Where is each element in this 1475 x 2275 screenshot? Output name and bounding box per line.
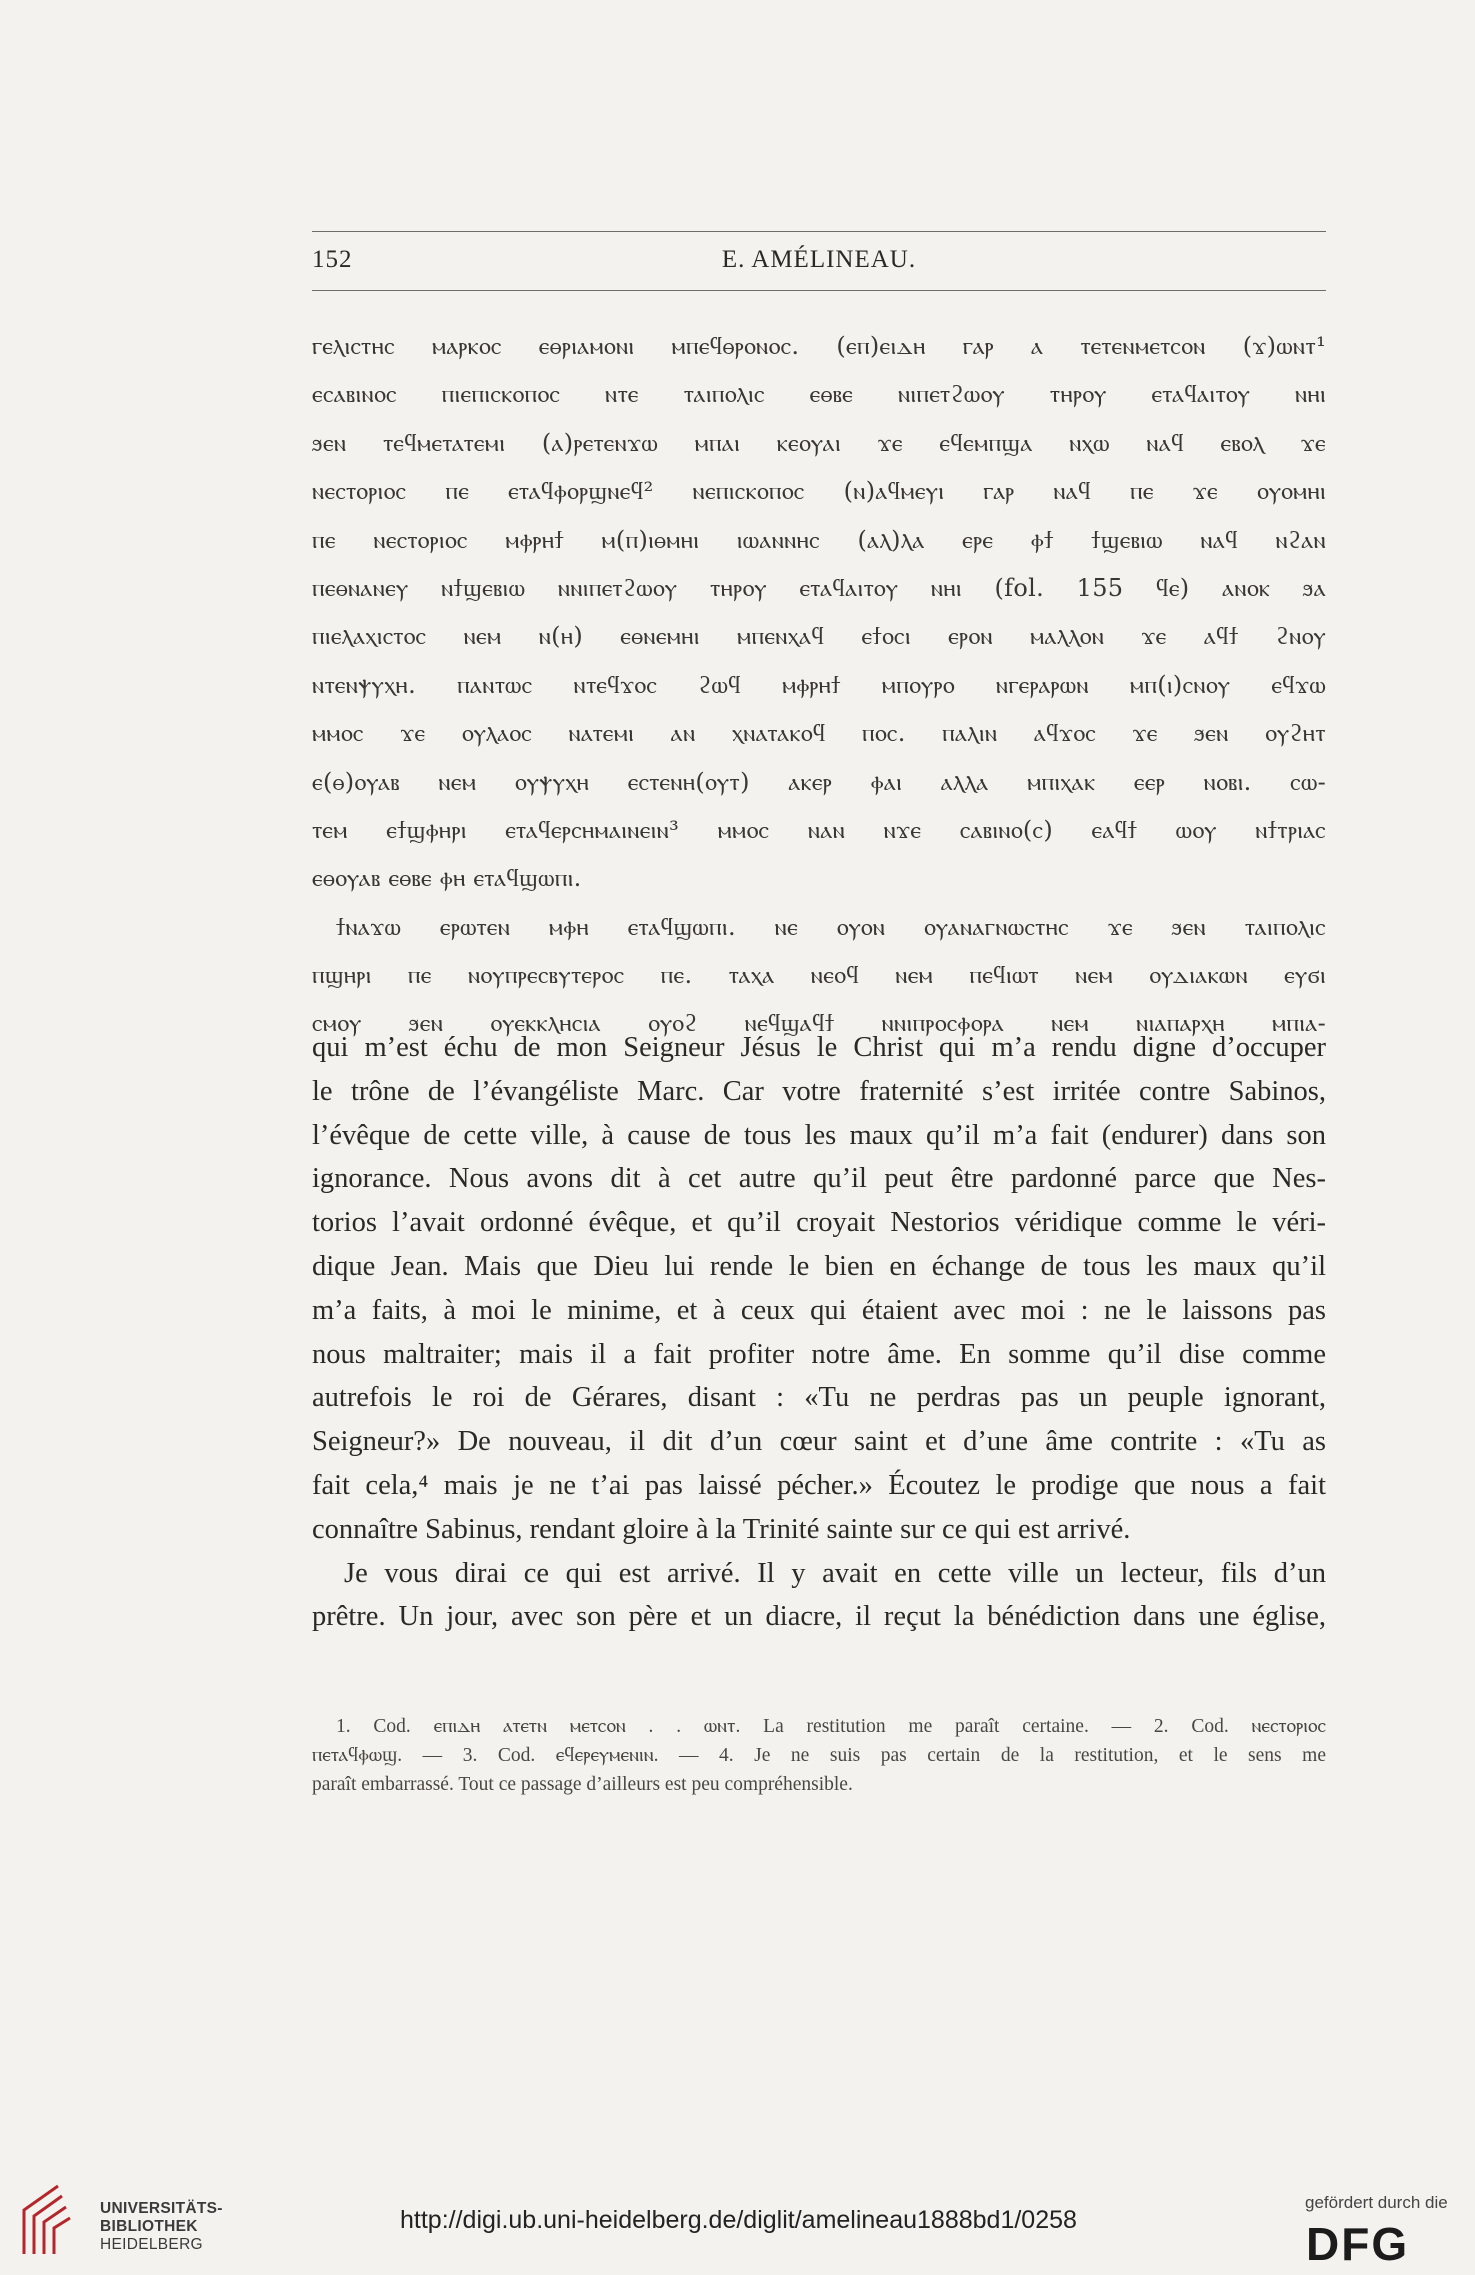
coptic-line: ⲡϣⲏⲣⲓ ⲡⲉ ⲛⲟⲩⲡⲣⲉⲥⲃⲩⲧⲉⲣⲟⲥ ⲡⲉ. ⲧⲁⲭⲁ ⲛⲉⲟϥ ⲛⲉⲙ ⲡⲉϥⲓⲱⲧ ⲛⲉⲙ ⲟⲩⲇⲓⲁⲕⲱⲛ ⲉⲩϭⲓ [312, 961, 1326, 990]
library-name [100, 2200, 223, 2254]
translation-line: autrefois le roi de Gérares, disant : «Tu ne perdras pas un peuple ignorant, [312, 1382, 1326, 1414]
funding-caption: gefördert durch die [1305, 2193, 1448, 2212]
footnote-line: ⲡⲉⲧⲁϥⲫⲱϣ. — 3. Cod. ⲉϥⲉⲣⲉⲩⲙⲉⲛⲓⲛ. — 4. Je ne suis pas certain de la restitution, et le sens me [312, 1745, 1326, 1766]
translation-line: Seigneur?» De nouveau, il dit d’un cœur saint et d’une âme contrite : «Tu as [312, 1426, 1326, 1458]
translation-line: le trône de l’évangéliste Marc. Car votre fraternité s’est irritée contre Sabinos, [312, 1075, 1326, 1107]
translation-line: fait cela,⁴ mais je ne t’ai pas laissé pécher.» Écoutez le prodige que nous a fait [312, 1469, 1326, 1501]
coptic-line: ⲧⲉⲙ ⲉϯϣⲫⲏⲣⲓ ⲉⲧⲁϥⲉⲣⲥⲏⲙⲁⲓⲛⲉⲓⲛ³ ⲙⲙⲟⲥ ⲛⲁⲛ ⲛϫⲉ ⲥⲁⲃⲓⲛⲟ(ⲥ) ⲉⲁϥϯ ⲱⲟⲩ ⲛϯⲧⲣⲓⲁⲥ [312, 815, 1326, 844]
header-top-rule [312, 231, 1326, 232]
dfg-logo-icon [1306, 2220, 1456, 2264]
translation-line: Je vous dirai ce qui est arrivé. Il y avait en cette ville un lecteur, fils d’un [344, 1557, 1326, 1589]
library-name-line: BIBLIOTHEK [100, 2218, 198, 2235]
running-head: E. AMÉLINEAU. [721, 246, 917, 273]
translation-line: ignorance. Nous avons dit à cet autre qu’il peut être pardonné parce que Nes- [312, 1163, 1326, 1195]
translation-line: m’a faits, à moi le minime, et à ceux qui étaient avec moi : ne le laissons pas [312, 1294, 1326, 1326]
coptic-line: ⲉⲥⲁⲃⲓⲛⲟⲥ ⲡⲓⲉⲡⲓⲥⲕⲟⲡⲟⲥ ⲛⲧⲉ ⲧⲁⲓⲡⲟⲗⲓⲥ ⲉⲑⲃⲉ ⲛⲓⲡⲉⲧϩⲱⲟⲩ ⲧⲏⲣⲟⲩ ⲉⲧⲁϥⲁⲓⲧⲟⲩ ⲛⲏⲓ [312, 380, 1326, 409]
footnote-line: 1. Cod. ⲉⲡⲓⲇⲏ ⲁⲧⲉⲧⲛ ⲙⲉⲧⲥⲟⲛ . . ⲱⲛⲧ. La restitution me paraît certaine. — 2. Cod. ⲛⲉⲥⲧⲟⲣⲓⲟⲥ [336, 1716, 1326, 1737]
coptic-line: ⲉⲑⲟⲩⲁⲃ ⲉⲑⲃⲉ ⲫⲏ ⲉⲧⲁϥϣⲱⲡⲓ. [312, 864, 582, 893]
coptic-line: ϧⲉⲛ ⲧⲉϥⲙⲉⲧⲁⲧⲉⲙⲓ (ⲁ)ⲣⲉⲧⲉⲛϫⲱ ⲙⲡⲁⲓ ⲕⲉⲟⲩⲁⲓ ϫⲉ ⲉϥⲉⲙⲡϣⲁ ⲛⲭⲱ ⲛⲁϥ ⲉⲃⲟⲗ ϫⲉ [312, 428, 1326, 457]
coptic-line: ϯⲛⲁϫⲱ ⲉⲣⲱⲧⲉⲛ ⲙⲫⲏ ⲉⲧⲁϥϣⲱⲡⲓ. ⲛⲉ ⲟⲩⲟⲛ ⲟⲩⲁⲛⲁⲅⲛⲱⲥⲧⲏⲥ ϫⲉ ϧⲉⲛ ⲧⲁⲓⲡⲟⲗⲓⲥ [336, 912, 1326, 941]
french-translation-block [312, 1026, 1326, 1639]
translation-line: connaître Sabinus, rendant gloire à la Trinité sainte sur ce qui est arrivé. [312, 1513, 1131, 1545]
coptic-line: ⲉ(ⲑ)ⲟⲩⲁⲃ ⲛⲉⲙ ⲟⲩⲯⲩⲭⲏ ⲉⲥⲧⲉⲛⲏ(ⲟⲩⲧ) ⲁⲕⲉⲣ ⲫⲁⲓ ⲁⲗⲗⲁ ⲙⲡⲓⲭⲁⲕ ⲉⲉⲣ ⲛⲟⲃⲓ. ⲥⲱ- [312, 767, 1326, 796]
translation-line: nous maltraiter; mais il a fait profiter notre âme. En somme qu’il dise comme [312, 1338, 1326, 1370]
page-header [312, 246, 1326, 282]
library-name-line: UNIVERSITÄTS- [100, 2200, 223, 2217]
source-url-link[interactable]: http://digi.ub.uni-heidelberg.de/diglit/amelineau1888bd1/0258 [400, 2206, 1077, 2234]
translation-line: torios l’avait ordonné évêque, et qu’il croyait Nestorios véridique comme le véri- [312, 1207, 1326, 1239]
coptic-line: ⲡⲓⲉⲗⲁⲭⲓⲥⲧⲟⲥ ⲛⲉⲙ ⲛ(ⲏ) ⲉⲑⲛⲉⲙⲏⲓ ⲙⲡⲉⲛⲭⲁϥ ⲉϯⲟⲥⲓ ⲉⲣⲟⲛ ⲙⲁⲗⲗⲟⲛ ϫⲉ ⲁϥϯ ϩⲛⲟⲩ [312, 622, 1326, 651]
digitization-footer [0, 2160, 1475, 2275]
coptic-line: ⲡⲉ ⲛⲉⲥⲧⲟⲣⲓⲟⲥ ⲙⲫⲣⲏϯ ⲙ(ⲡ)ⲓⲑⲙⲏⲓ ⲓⲱⲁⲛⲛⲏⲥ (ⲁⲗ)ⲗⲁ ⲉⲣⲉ ⲫϯ ϯϣⲉⲃⲓⲱ ⲛⲁϥ ⲛϩⲁⲛ [312, 525, 1326, 554]
coptic-line: ⲛⲧⲉⲛⲯⲩⲭⲏ. ⲡⲁⲛⲧⲱⲥ ⲛⲧⲉϥϫⲟⲥ ϩⲱϥ ⲙⲫⲣⲏϯ ⲙⲡⲟⲩⲣⲟ ⲛⲅⲉⲣⲁⲣⲱⲛ ⲙⲡ(ⲓ)ⲥⲛⲟⲩ ⲉϥϫⲱ [312, 670, 1326, 699]
translation-line: l’évêque de cette ville, à cause de tous les maux qu’il m’a fait (endurer) dans son [312, 1119, 1326, 1151]
dfg-logo-text: DFG [1306, 2220, 1410, 2264]
coptic-line: ⲅⲉⲗⲓⲥⲧⲏⲥ ⲙⲁⲣⲕⲟⲥ ⲉⲑⲣⲓⲁⲙⲟⲛⲓ ⲙⲡⲉϥⲑⲣⲟⲛⲟⲥ. (ⲉⲡ)ⲉⲓⲇⲏ ⲅⲁⲣ ⲁ ⲧⲉⲧⲉⲛⲙⲉⲧⲥⲟⲛ (ϫ)ⲱⲛⲧ¹ [312, 332, 1326, 360]
library-name-line: HEIDELBERG [100, 2236, 203, 2253]
folio-number: 152 [312, 246, 353, 273]
translation-line: dique Jean. Mais que Dieu lui rende le bien en échange de tous les maux qu’il [312, 1250, 1326, 1282]
translation-line: qui m’est échu de mon Seigneur Jésus le Christ qui m’a rendu digne d’occuper [312, 1032, 1326, 1063]
footnote-line: paraît embarrassé. Tout ce passage d’ailleurs est peu compréhensible. [312, 1774, 853, 1795]
coptic-line: ⲛⲉⲥⲧⲟⲣⲓⲟⲥ ⲡⲉ ⲉⲧⲁϥⲫⲟⲣϣⲛⲉϥ² ⲛⲉⲡⲓⲥⲕⲟⲡⲟⲥ (ⲛ)ⲁϥⲙⲉⲩⲓ ⲅⲁⲣ ⲛⲁϥ ⲡⲉ ϫⲉ ⲟⲩⲟⲙⲏⲓ [312, 477, 1326, 506]
coptic-line: ⲥⲙⲟⲩ ϧⲉⲛ ⲟⲩⲉⲕⲕⲗⲏⲥⲓⲁ ⲟⲩⲟϩ ⲛⲉϥϣⲁϥϯ ⲛⲛⲓⲡⲣⲟⲥⲫⲟⲣⲁ ⲛⲉⲙ ⲛⲓⲁⲡⲁⲣⲭⲏ ⲙⲡⲓⲁ- [312, 1009, 1326, 1038]
footnotes-block [312, 1712, 1326, 1799]
coptic-line: ⲡⲉⲑⲛⲁⲛⲉⲩ ⲛϯϣⲉⲃⲓⲱ ⲛⲛⲓⲡⲉⲧϩⲱⲟⲩ ⲧⲏⲣⲟⲩ ⲉⲧⲁϥⲁⲓⲧⲟⲩ ⲛⲏⲓ (fol. 155 ϥⲉ) ⲁⲛⲟⲕ ϧⲁ [312, 573, 1326, 602]
coptic-line: ⲙⲙⲟⲥ ϫⲉ ⲟⲩⲗⲁⲟⲥ ⲛⲁⲧⲉⲙⲓ ⲁⲛ ⲭⲛⲁⲧⲁⲕⲟϥ ⲡⲟⲥ. ⲡⲁⲗⲓⲛ ⲁϥϫⲟⲥ ϫⲉ ϧⲉⲛ ⲟⲩϩⲏⲧ [312, 719, 1326, 748]
header-bottom-rule [312, 290, 1326, 291]
university-library-logo-icon [18, 2180, 92, 2258]
coptic-text-block [312, 322, 1326, 1048]
translation-line: prêtre. Un jour, avec son père et un diacre, il reçut la bénédiction dans une église, [312, 1601, 1326, 1633]
